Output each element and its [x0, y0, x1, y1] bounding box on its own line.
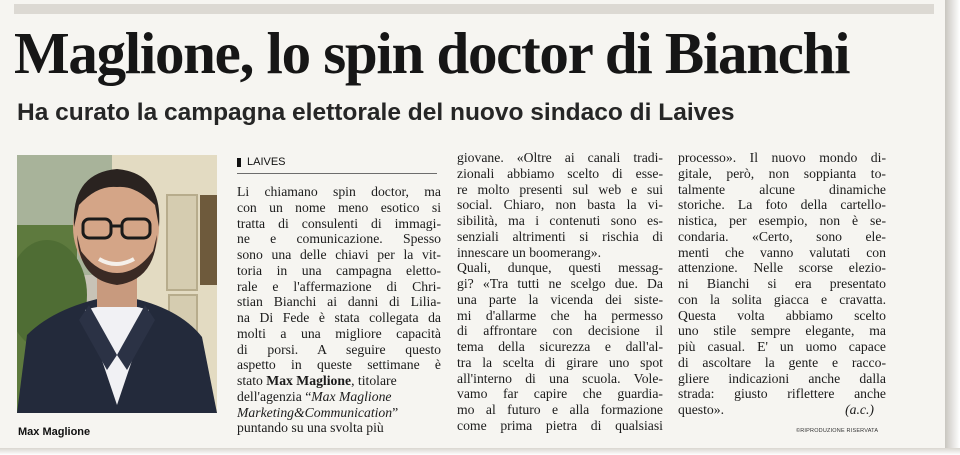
article-line [457, 371, 663, 387]
article-line [237, 231, 441, 247]
text-segment: talmente alcune dinamiche [678, 181, 886, 197]
article-line [237, 184, 441, 200]
article-line [237, 247, 441, 263]
copyright-notice: ©RIPRODUZIONE RISERVATA [796, 428, 879, 434]
text-segment: ni Bianchi si era presentato [678, 276, 886, 291]
text-segment: condaria. «Certo, sono ele- [678, 228, 886, 244]
article-line [678, 355, 886, 371]
article-line [678, 339, 886, 355]
article-line [457, 386, 663, 402]
text-segment: nistica, per esempio, non è se- [678, 213, 886, 228]
text-segment: sono una delle chiavi per la vit- [237, 247, 441, 262]
article-column-1 [237, 184, 441, 436]
text-segment: di affrontare con decisione il [457, 323, 663, 339]
text-segment: Max Maglione [266, 373, 352, 388]
kicker-marker [237, 158, 241, 167]
article-line [457, 323, 663, 339]
text-segment: Questa volta abbiamo scelto [678, 307, 886, 323]
text-segment: vamo far capire che guardia- [457, 386, 663, 402]
article-line [457, 308, 663, 324]
text-segment: senziali altrimenti si rischia di [457, 228, 663, 244]
text-segment: social. Chiaro, non basta la vi- [457, 197, 663, 213]
text-segment: mi d'allarme che ha permesso [457, 307, 663, 323]
page-edge-shadow [945, 0, 960, 455]
section-kicker [237, 153, 437, 174]
text-segment: ne e comunicazione. Spesso [237, 231, 441, 247]
text-segment: giovane. «Oltre ai canali tradi- [457, 150, 663, 165]
article-line [457, 339, 663, 355]
article-line [678, 166, 886, 182]
article-line [457, 213, 663, 229]
text-segment: di porsi. A seguire questo [237, 341, 441, 357]
text-segment: come prima pietra di qualsiasi [457, 417, 663, 433]
article-line [237, 279, 441, 295]
article-line [237, 342, 441, 358]
text-segment: una parte la vicenda dei siste- [457, 291, 663, 307]
text-segment: zionali abbiamo scelto di esse- [457, 165, 663, 181]
article-line [457, 355, 663, 371]
article-column-3 [678, 150, 886, 418]
article-line [457, 402, 663, 418]
text-segment: più casual. E' un uomo capace [678, 339, 886, 354]
article-line [237, 294, 441, 310]
text-segment: Li chiamano spin doctor, ma [237, 184, 441, 199]
text-segment: menti che vanno valutati con [678, 244, 886, 260]
text-segment: uno stile sempre elegante, ma [678, 323, 886, 339]
text-segment: gliere indicazioni anche dalla [678, 370, 886, 386]
photo-caption: Max Maglione [18, 426, 91, 438]
text-segment: con un nome meno esotico si [237, 199, 441, 215]
text-segment: re molto presenti sul web e sui [457, 181, 663, 197]
text-segment: Max Maglione [311, 388, 392, 404]
text-segment: stian Bianchi ai danni di Lilia- [237, 294, 441, 310]
article-line [457, 418, 663, 434]
article-line [678, 213, 886, 229]
article-line [678, 323, 886, 339]
article-line [678, 292, 886, 308]
article-line [457, 166, 663, 182]
article-line [237, 389, 441, 405]
article-line [678, 229, 886, 245]
article-line [678, 308, 886, 324]
text-segment: processo». Il nuovo mondo di- [678, 150, 886, 165]
article-line [678, 402, 886, 418]
text-segment: ” [392, 404, 399, 420]
text-segment: stato [237, 373, 267, 388]
text-segment: molti a una migliore capacità [237, 325, 441, 341]
text-segment: tra la scelta di girare uno spot [457, 354, 663, 370]
text-segment: (a.c.) [845, 402, 874, 417]
page-bottom-shade [0, 448, 960, 455]
text-segment: strada: giusto riflettere anche [678, 386, 886, 402]
text-segment: innescare un boomerang». [457, 244, 602, 260]
text-segment: mo al futuro e alla formazione [457, 402, 663, 417]
article-line [237, 310, 441, 326]
article-line [237, 373, 441, 389]
article-line [678, 276, 886, 292]
text-segment: puntando su una svolta più [237, 420, 384, 436]
text-segment: toria in una campagna eletto- [237, 262, 441, 278]
article-line [237, 357, 441, 373]
article-line [678, 386, 886, 402]
text-segment: Quali, dunque, questi messag- [457, 260, 663, 276]
article-line [457, 276, 663, 292]
article-line [678, 197, 886, 213]
article-line [678, 182, 886, 198]
article-line [237, 216, 441, 232]
text-segment: dell'agenzia “ [237, 388, 312, 404]
text-segment: con la solita giacca e cravatta. [678, 291, 886, 307]
article-line [678, 260, 886, 276]
article-line [237, 263, 441, 279]
article-line [237, 405, 441, 421]
text-segment: questo». [678, 402, 725, 417]
kicker-label: LAIVES [247, 156, 286, 168]
article-line [457, 292, 663, 308]
headline: Maglione, lo spin doctor di Bianchi [14, 20, 850, 86]
text-segment: di ascoltare la gente e racco- [678, 354, 886, 370]
text-segment: rale e l'affermazione di Chri- [237, 278, 441, 294]
text-segment: storiche. La foto della cartello- [678, 197, 886, 213]
text-segment: na Di Fede è stata collegata da [237, 310, 441, 325]
article-line [457, 229, 663, 245]
article-line [678, 371, 886, 387]
article-line [457, 182, 663, 198]
article-line [678, 245, 886, 261]
portrait-photo [17, 155, 217, 413]
subheadline: Ha curato la campagna elettorale del nuovo sindaco di Laives [17, 99, 735, 126]
text-segment: sibilità, ma i contenuti sono es- [457, 213, 663, 228]
article-line [457, 245, 663, 261]
article-line [457, 150, 663, 166]
article-line [457, 260, 663, 276]
text-segment: tema della sicurezza e dall'al- [457, 339, 663, 354]
text-segment: gi? «Tra tutti ne scelgo due. Da [457, 276, 663, 291]
text-segment: aspetto in queste settimane è [237, 357, 441, 373]
article-line [237, 326, 441, 342]
article-line [237, 420, 441, 436]
article-line [678, 150, 886, 166]
article-line [457, 197, 663, 213]
text-segment: attenzione. Nelle scorse elezio- [678, 260, 886, 276]
article-column-2 [457, 150, 663, 434]
article-line [237, 200, 441, 216]
text-segment: gitale, però, non soppianta to- [678, 165, 886, 181]
text-segment: tratta di consulenti di immagi- [237, 215, 441, 231]
top-band [14, 4, 934, 14]
text-segment: all'interno di una scuola. Vole- [457, 370, 663, 386]
text-segment: Marketing&Communication [237, 404, 393, 420]
text-segment: , titolare [351, 373, 397, 388]
